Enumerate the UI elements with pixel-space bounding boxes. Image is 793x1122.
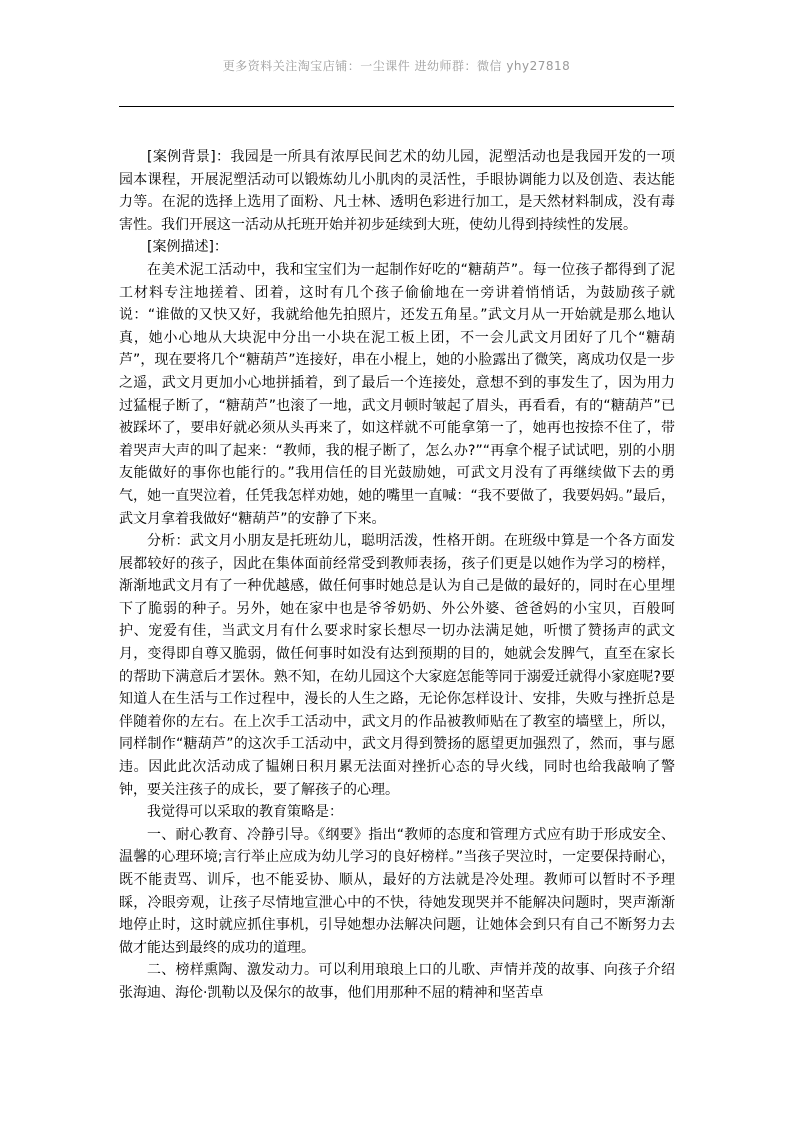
paragraph-case-description-heading: [案例描述]： [147,239,228,256]
paragraph-strategy-intro: 我觉得可以采取的教育策略是： [147,804,343,821]
paragraph-strategy-two: 二、榜样熏陶、激发动力。可以利用琅琅上口的儿歌、声情并茂的故事、向孩子介绍张海迪、海伦·凯勒以及保尔的故事，他们用那种不屈的精神和坚苦卓 [119,962,675,1001]
header-divider [119,106,674,107]
page-header: 更多资料关注淘宝店铺：一尘课件 进幼师群：微信 yhy27818 [222,59,571,73]
paragraph-case-description: 在美术泥工活动中，我和宝宝们为一起制作好吃的“糖葫芦”。每一位孩子都得到了泥工材料专注地搓着、团着，这时有几个孩子偷偷地在一旁讲着悄悄话，为鼓励孩子就说：“谁做的又快又好，我就给他先拍照片，还发五角星。”武文月从一开始就是那么地认真，她小心地从大块泥中分出一小块在泥工板上团，不一会儿武文月团好了几个“糖葫芦”，现在要将几个“糖葫芦”连接好，串在小棍上，她的小脸露出了微笑，离成功仅是一步之遥，武文月更加小心地拼插着，到了最后一个连接处，意想不到的事发生了，因为用力过猛棍子断了，“糖葫芦”也滚了一地，武文月顿时皱起了眉头，再看看，有的“糖葫芦”已被踩坏了，要串好就必须从头再来了，如这样就不可能拿第一了，她再也按捺不住了，带着哭声大声的叫了起来：“教师，我的棍子断了，怎么办?”“再拿个棍子试试吧，别的小朋友能做好的事你也能行的。”我用信任的目光鼓励她，可武文月没有了再继续做下去的勇气，她一直哭泣着，任凭我怎样劝她，她的嘴里一直喊：“我不要做了，我要妈妈。”最后，武文月拿着我做好“糖葫芦”的安静了下来。 [119,261,675,527]
paragraph-case-background: [案例背景]：我园是一所具有浓厚民间艺术的幼儿园，泥塑活动也是我园开发的一项园本课程，开展泥塑活动可以锻炼幼儿小肌肉的灵活性，手眼协调能力以及创造、表达能力等。在泥的选择上选用了面粉、凡士林、透明色彩进行加工，是天然材料制成，没有毒害性。我们开展这一活动从托班开始并初步延续到大班，使幼儿得到持续性的发展。 [119,149,675,233]
paragraph-analysis: 分析：武文月小朋友是托班幼儿，聪明活泼，性格开朗。在班级中算是一个各方面发展都较好的孩子，因此在集体面前经常受到教师表扬，孩子们更是以她作为学习的榜样，渐渐地武文月有了一种优越感，做任何事时她总是认为自己是做的最好的，同时在心里埋下了脆弱的种子。另外，她在家中也是爷爷奶奶、外公外婆、爸爸妈的小宝贝，百般呵护、宠爱有佳，当武文月有什么要求时家长想尽一切办法满足她，听惯了赞扬声的武文月，变得即自尊又脆弱，做任何事时如没有达到预期的目的，她就会发脾气，直至在家长的帮助下满意后才罢休。熟不知，在幼儿园这个大家庭怎能等同于溺爱迁就得小家庭呢?要知道人在生活与工作过程中，漫长的人生之路，无论你怎样设计、安排，失败与挫折总是伴随着你的左右。在上次手工活动中，武文月的作品被教师贴在了教室的墙壁上，所以，同样制作“糖葫芦”的这次手工活动中，武文月得到赞扬的愿望更加强烈了，然而，事与愿违。因此此次活动成了韫娳日积月累无法面对挫折心态的导火线，同时也给我敲响了警钟，要关注孩子的成长，要了解孩子的心理。 [119,533,675,798]
paragraph-strategy-one: 一、耐心教育、冷静引导。《纲要》指出“教师的态度和管理方式应有助于形成安全、温馨的心理环境;言行举止应成为幼儿学习的良好榜样。”当孩子哭泣时，一定要保持耐心，既不能责骂、训斥，也不能妥协、顺从，最好的方法就是冷处理。教师可以暂时不予理睬，冷眼旁观，让孩子尽情地宣泄心中的不快，待她发现哭并不能解决问题时，哭声渐渐地停止时，这时就应抓住事机，引导她想办法解决问题，让她体会到只有自己不断努力去做才能达到最终的成功的道理。 [119,826,675,956]
document-body [119,146,675,1005]
